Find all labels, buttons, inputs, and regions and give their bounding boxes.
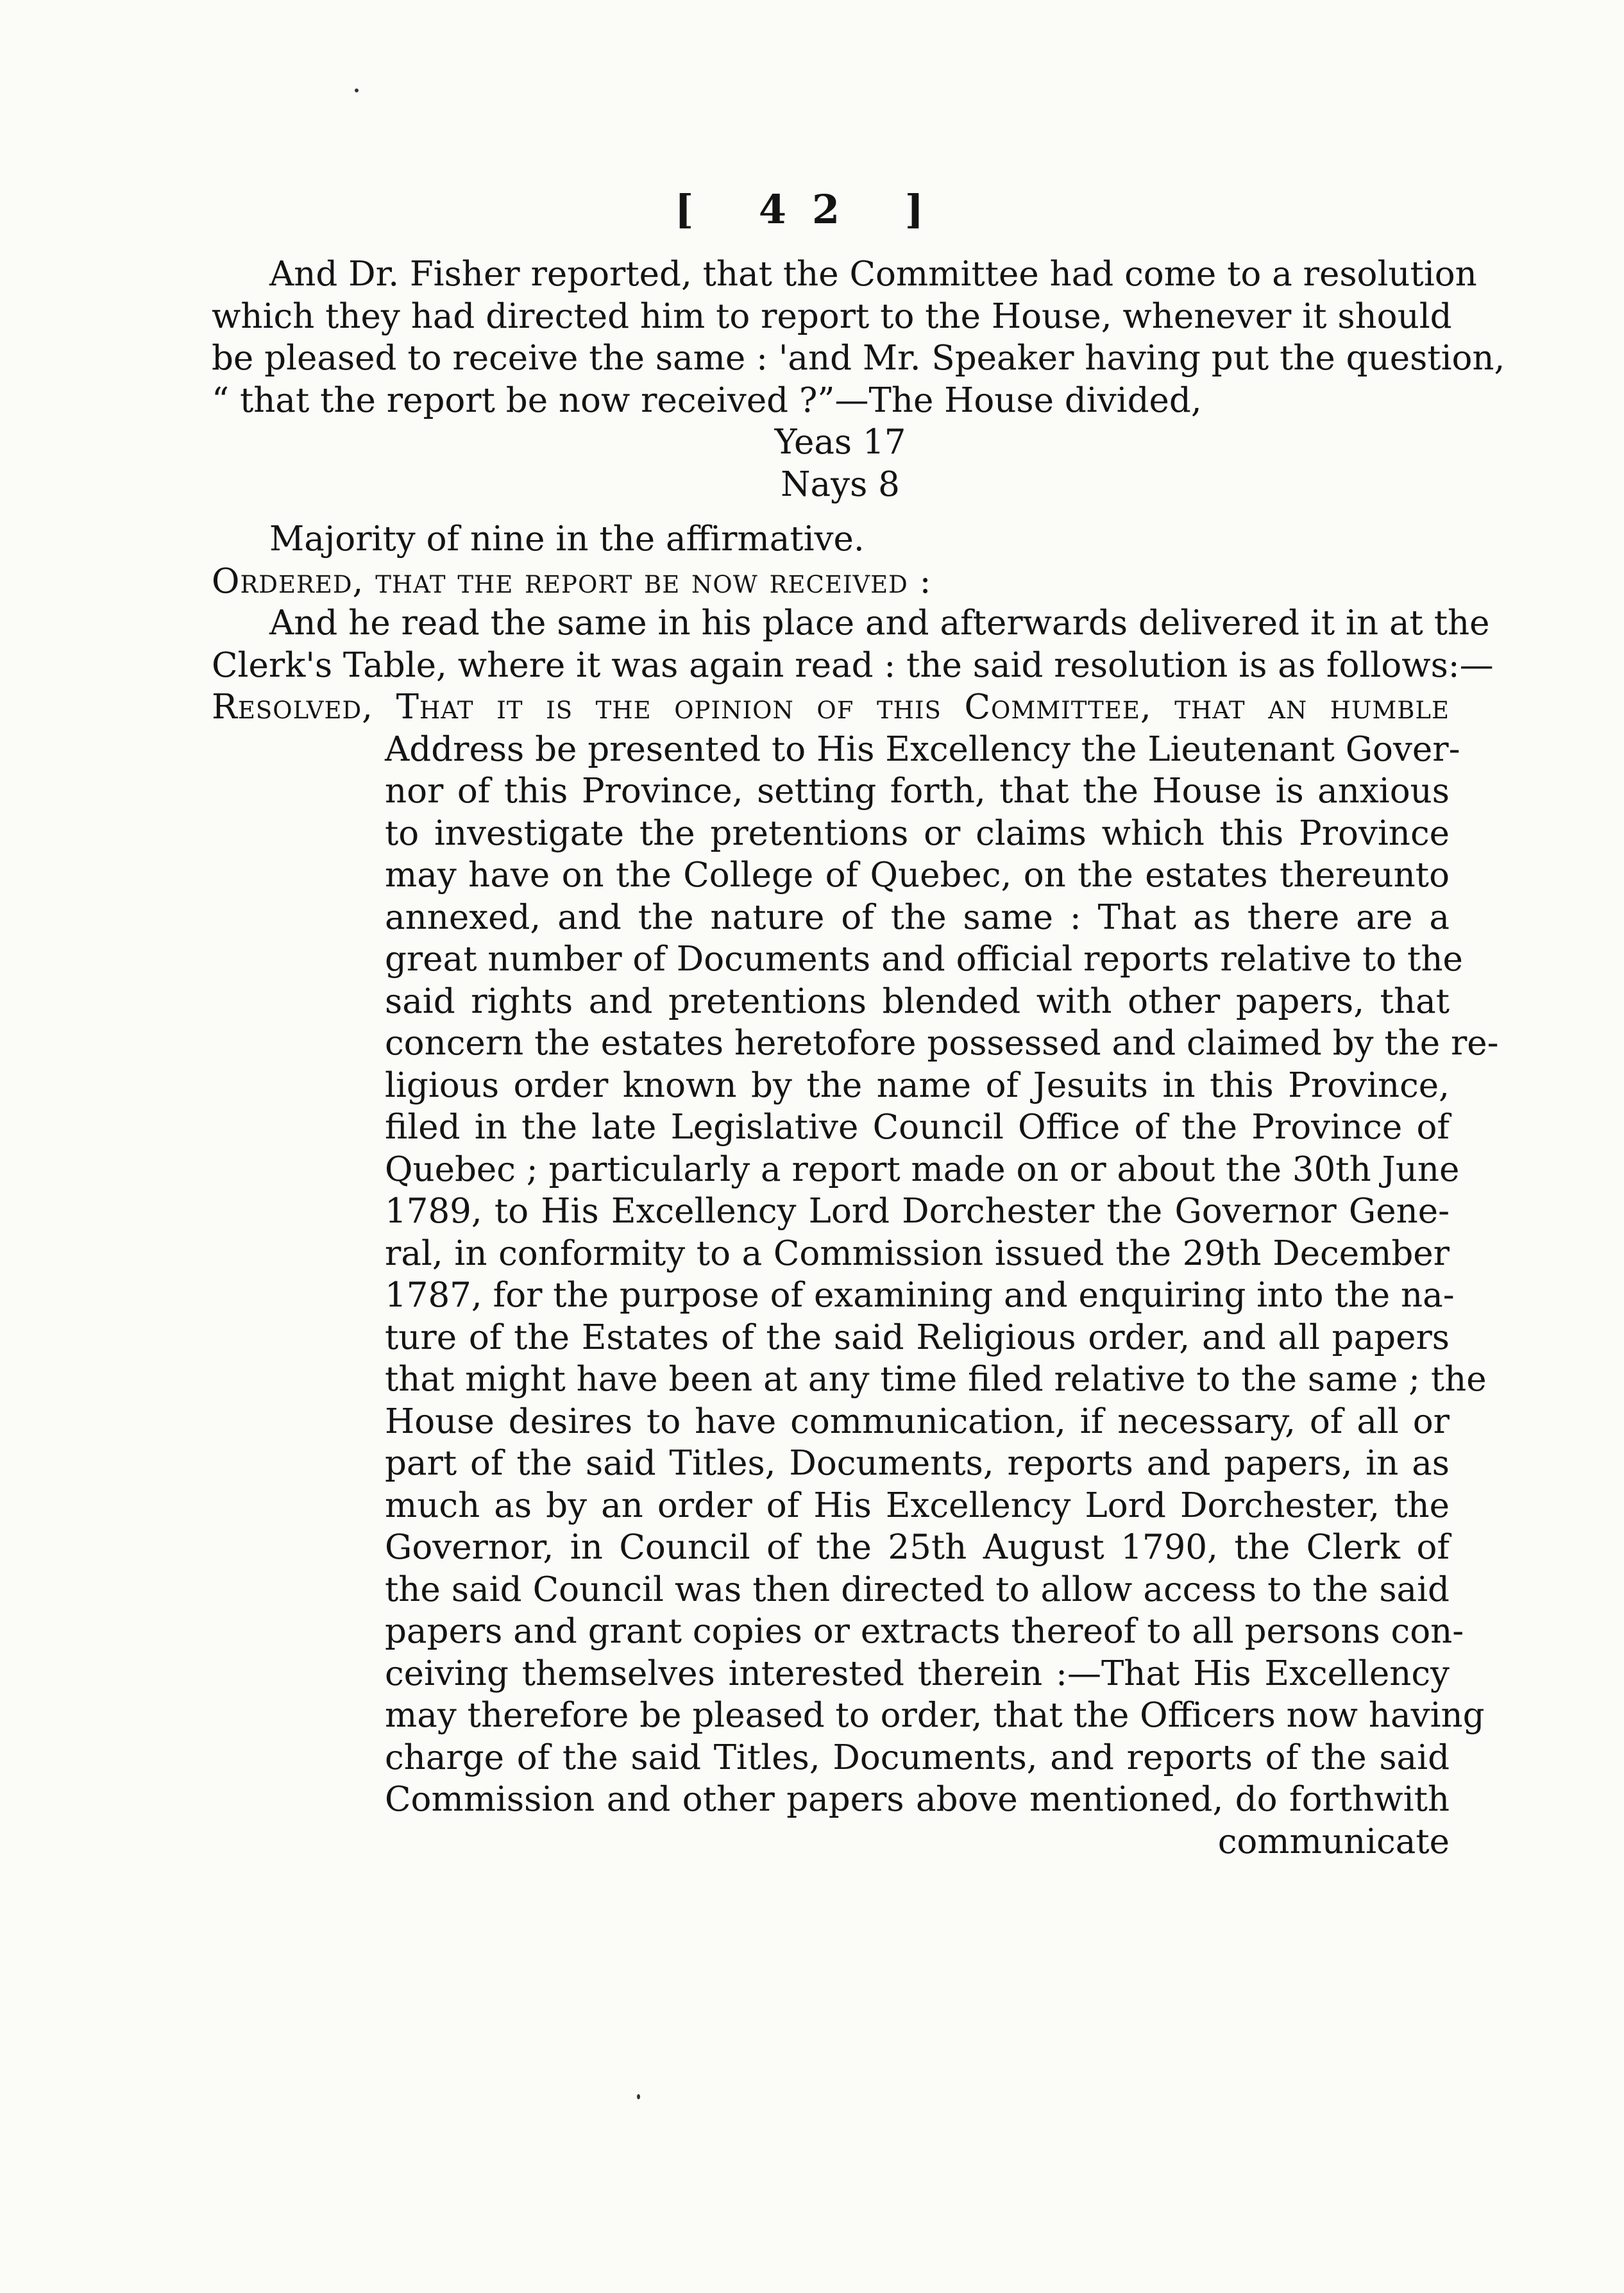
resolution-line: part of the said Titles, Documents, reports and papers, in as [385,1444,1450,1483]
resolution-line: Governor, in Council of the 25th August 1790, the Clerk of [385,1528,1450,1567]
resolution-line: great number of Documents and official reports relative to the [385,940,1463,979]
resolution-line: ligious order known by the name of Jesuits in this Province, [385,1065,1450,1105]
text-line: be pleased to receive the same : 'and Mr. Speaker having put the question, [212,339,1505,378]
resolution-line: Quebec ; particularly a report made on or about the 30th June [385,1149,1460,1189]
resolution-line: filed in the late Legislative Council Office of the Province of [385,1108,1450,1147]
resolution-line: Address be presented to His Excellency the Lieutenant Gover- [385,729,1460,769]
vote-nays: Nays 8 [781,464,900,504]
text-line: And he read the same in his place and afterwards delivered it in at the [269,604,1490,643]
text-line: And Dr. Fisher reported, that the Committee had come to a resolution [269,255,1477,294]
ink-speck [355,89,359,92]
catchword: communicate [1217,1822,1450,1861]
resolution-line: annexed, and the nature of the same : That as there are a [385,897,1450,937]
page-number: [ 42 ] [674,186,950,233]
text-line: Majority of nine in the affirmative. [269,520,865,559]
resolution-line: Commission and other papers above mentioned, do forthwith [385,1780,1450,1819]
resolution-line: nor of this Province, setting forth, that the House is anxious [385,772,1450,811]
text-line: which they had directed him to report to the House, whenever it should [212,296,1452,336]
resolved-line: Resolved, That it is the opinion of this Committee, that an humble [212,688,1450,727]
resolution-line: charge of the said Titles, Documents, and reports of the said [385,1738,1450,1777]
resolution-line: papers and grant copies or extracts thereof to all persons con- [385,1612,1464,1651]
resolution-line: ture of the Estates of the said Religious order, and all papers [385,1317,1450,1357]
resolution-line: 1789, to His Excellency Lord Dorchester the Governor Gene- [385,1192,1450,1231]
resolution-line: to investigate the pretentions or claims which this Province [385,813,1450,853]
ink-speck [637,2094,640,2099]
resolution-line: said rights and pretentions blended with other papers, that [385,981,1450,1021]
document-body [212,253,1505,1863]
resolution-line: 1787, for the purpose of examining and enquiring into the na- [385,1276,1455,1315]
resolution-line: may have on the College of Quebec, on the estates thereunto [385,856,1450,895]
resolution-line: that might have been at any time filed relative to the same ; the [385,1360,1487,1399]
resolution-line: ceiving themselves interested therein :—That His Excellency [385,1654,1450,1693]
resolution-line: the said Council was then directed to allow access to the said [385,1570,1450,1609]
text-line: “ that the report be now received ?”—The House divided, [212,380,1202,420]
resolution-line: ral, in conformity to a Commission issued the 29th December [385,1233,1450,1273]
resolution-line: much as by an order of His Excellency Lord Dorchester, the [385,1485,1450,1525]
resolution-line: may therefore be pleased to order, that the Officers now having [385,1696,1485,1735]
resolution-line: House desires to have communication, if necessary, of all or [385,1401,1450,1441]
vote-yeas: Yeas 17 [774,423,906,462]
text-line: Clerk's Table, where it was again read : the said resolution is as follows:— [212,645,1494,685]
ordered-line: Ordered, that the report be now received : [212,561,932,601]
resolution-line: concern the estates heretofore possessed and claimed by the re- [385,1024,1499,1063]
